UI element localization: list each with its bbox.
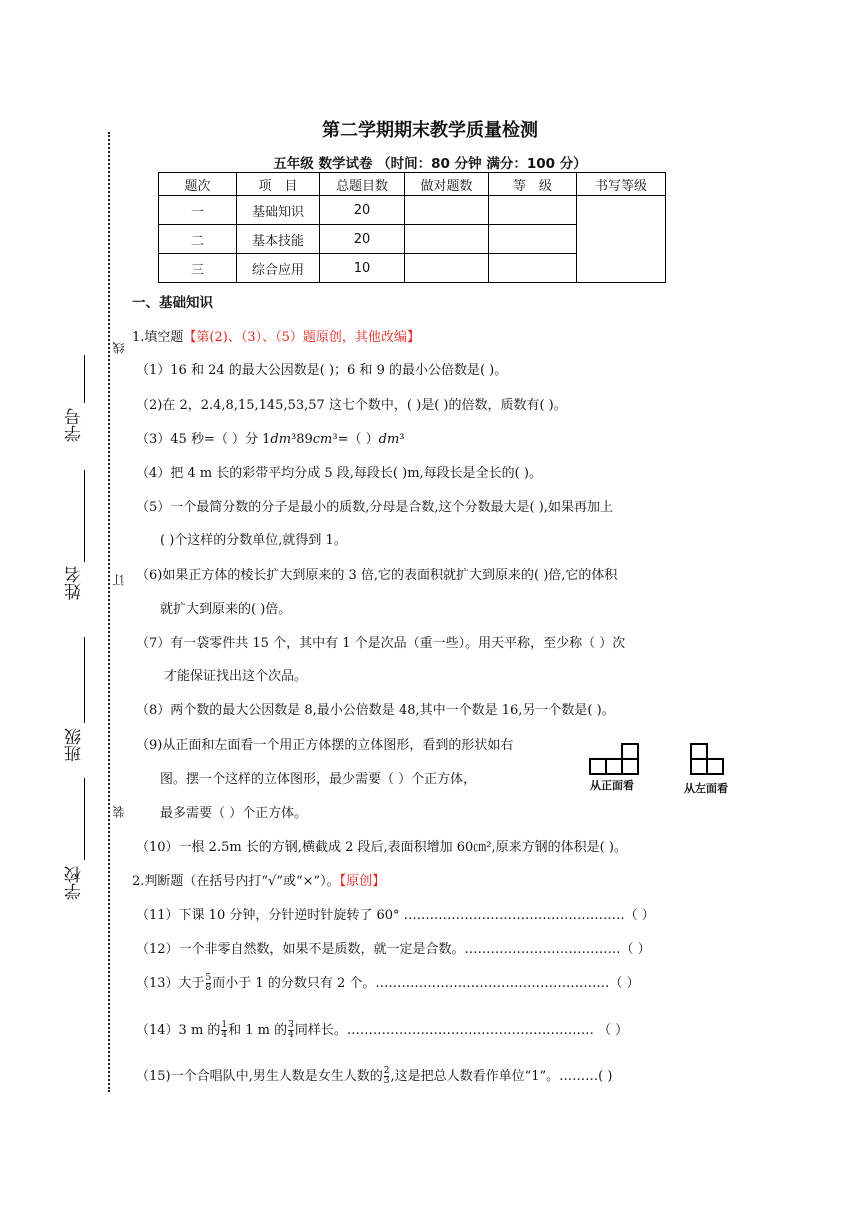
judgement-15	[136, 1065, 612, 1086]
numerator: 2	[383, 1066, 390, 1076]
header-cell: 总题目数	[320, 173, 405, 196]
question-7-line2: 才能保证找出这个次品。	[164, 669, 308, 684]
part-judgement-heading	[132, 870, 385, 889]
judgement-11: （11）下课 10 分钟，分针逆时针旋转了 60° ……………………………………………（ ）	[136, 908, 655, 923]
text: 而小于 1 的分数只有 2 个。………………………………………………（ ）	[212, 976, 640, 991]
section-heading-basic: 一、基础知识	[132, 295, 213, 311]
fraction	[206, 974, 212, 993]
exam-title: 第二学期期末教学质量检测	[322, 120, 538, 141]
cell[interactable]	[489, 225, 577, 254]
handwriting-grade-cell[interactable]	[577, 196, 666, 283]
header-cell: 做对题数	[405, 173, 489, 196]
fraction	[384, 1067, 390, 1086]
front-view-figure	[588, 740, 644, 776]
judgement-12: （12）一个非零自然数，如果不是质数，就一定是合数。………………………………（ ）	[136, 942, 651, 957]
binding-dotted-line	[108, 132, 110, 1092]
binding-mark-ding: 订	[112, 574, 126, 586]
question-7-line1: （7）有一袋零件共 15 个，其中有 1 个是次品（重一些）。用天平称，至少称（ ）次	[136, 636, 626, 651]
cell: 二	[159, 225, 237, 254]
denominator: 4	[221, 1030, 228, 1040]
question-3: （3）45 秒=（ ）分 1𝑑𝑚³89𝑐𝑚³=（ ）𝑑𝑚³	[136, 432, 405, 447]
side-blank-student-id	[84, 355, 85, 403]
binding-mark-zhuang: 装	[112, 806, 126, 818]
question-5-line2: ( )个这样的分数单位,就得到 1。	[160, 533, 347, 548]
cell[interactable]	[405, 225, 489, 254]
cell: 综合应用	[237, 254, 320, 283]
question-9-line1: （9)从正面和左面看一个用正方体摆的立体图形，看到的形状如右	[136, 738, 514, 753]
cell: 20	[320, 196, 405, 225]
exam-subtitle: 五年级 数学试卷 （时间：80 分钟 满分：100 分）	[273, 156, 587, 172]
part-label: 2.判断题（在括号内打“√”或“×”）。	[132, 874, 340, 889]
left-view-figure	[688, 740, 728, 776]
denominator: 8	[205, 983, 212, 993]
denominator: 3	[383, 1076, 390, 1086]
fraction	[288, 1021, 294, 1040]
text: ,这是把总人数看作单位“1”。………( )	[390, 1069, 613, 1084]
judgement-14	[136, 1019, 628, 1040]
cell: 三	[159, 254, 237, 283]
question-2: （2)在 2，2.4,8,15,145,53,57 这七个数中，( )是( )的倍数，质数有( )。	[136, 398, 567, 413]
question-9-line3: 最多需要（ ）个正方体。	[160, 806, 308, 821]
question-1: （1）16 和 24 的最大公因数是( )；6 和 9 的最小公倍数是( )。	[136, 363, 508, 378]
side-blank-class	[84, 637, 85, 723]
side-blank-school	[84, 778, 85, 860]
side-label-name: 姓名	[65, 566, 85, 600]
question-10: （10）一根 2.5m 长的方钢,横截成 2 段后,表面积增加 60㎝²,原来方钢的体积是( )。	[136, 840, 627, 855]
cell[interactable]	[489, 254, 577, 283]
table-row	[159, 196, 666, 225]
question-9-line2: 图。摆一个这样的立体图形，最少需要（ ）个正方体，	[160, 772, 477, 787]
header-cell: 题次	[159, 173, 237, 196]
part-label: 1.填空题	[132, 330, 184, 345]
side-blank-name	[84, 470, 85, 562]
question-5-line1: （5）一个最简分数的分子是最小的质数,分母是合数,这个分数最大是( ),如果再加上	[136, 500, 613, 515]
question-4: （4）把 4 m 长的彩带平均分成 5 段,每段长( )m,每段长是全长的( )。	[136, 466, 542, 481]
cell: 基本技能	[237, 225, 320, 254]
text: （14）3 m 的	[136, 1023, 221, 1038]
part-note: 【第(2)、（3）、（5）题原创，其他改编】	[183, 330, 420, 345]
left-view-label: 从左面看	[684, 782, 728, 795]
part-note: 【原创】	[339, 874, 386, 889]
header-cell: 书写等级	[577, 173, 666, 196]
part-fill-blank-heading	[132, 326, 420, 345]
text: （15)一个合唱队中,男生人数是女生人数的	[136, 1069, 383, 1084]
judgement-13	[136, 972, 640, 993]
header-cell: 项 目	[237, 173, 320, 196]
cell: 一	[159, 196, 237, 225]
cell[interactable]	[405, 196, 489, 225]
score-table	[158, 172, 666, 283]
numerator: 3	[288, 1020, 294, 1030]
cell: 20	[320, 225, 405, 254]
score-table-header	[159, 173, 666, 196]
question-6-line2: 就扩大到原来的( )倍。	[160, 602, 292, 617]
cell: 10	[320, 254, 405, 283]
text: 和 1 m 的	[228, 1023, 288, 1038]
question-8: （8）两个数的最大公因数是 8,最小公倍数是 48,其中一个数是 16,另一个数是( )。	[136, 703, 615, 718]
numerator: 1	[221, 1020, 228, 1030]
cell[interactable]	[489, 196, 577, 225]
text: （13）大于	[136, 976, 205, 991]
side-label-student-id: 学号	[65, 408, 85, 442]
cell: 基础知识	[237, 196, 320, 225]
cell[interactable]	[405, 254, 489, 283]
numerator: 5	[205, 973, 212, 983]
binding-mark-xian: 线	[112, 342, 126, 354]
fraction	[221, 1021, 227, 1040]
denominator: 4	[288, 1030, 294, 1040]
header-cell: 等 级	[489, 173, 577, 196]
side-label-class: 班级	[65, 728, 85, 762]
front-view-label: 从正面看	[590, 779, 634, 792]
text: 同样长。………………………………………………… （ ）	[294, 1023, 629, 1038]
question-6-line1: （6)如果正方体的棱长扩大到原来的 3 倍,它的表面积就扩大到原来的( )倍,它的体积	[136, 568, 618, 583]
side-label-school: 学校	[65, 866, 85, 900]
